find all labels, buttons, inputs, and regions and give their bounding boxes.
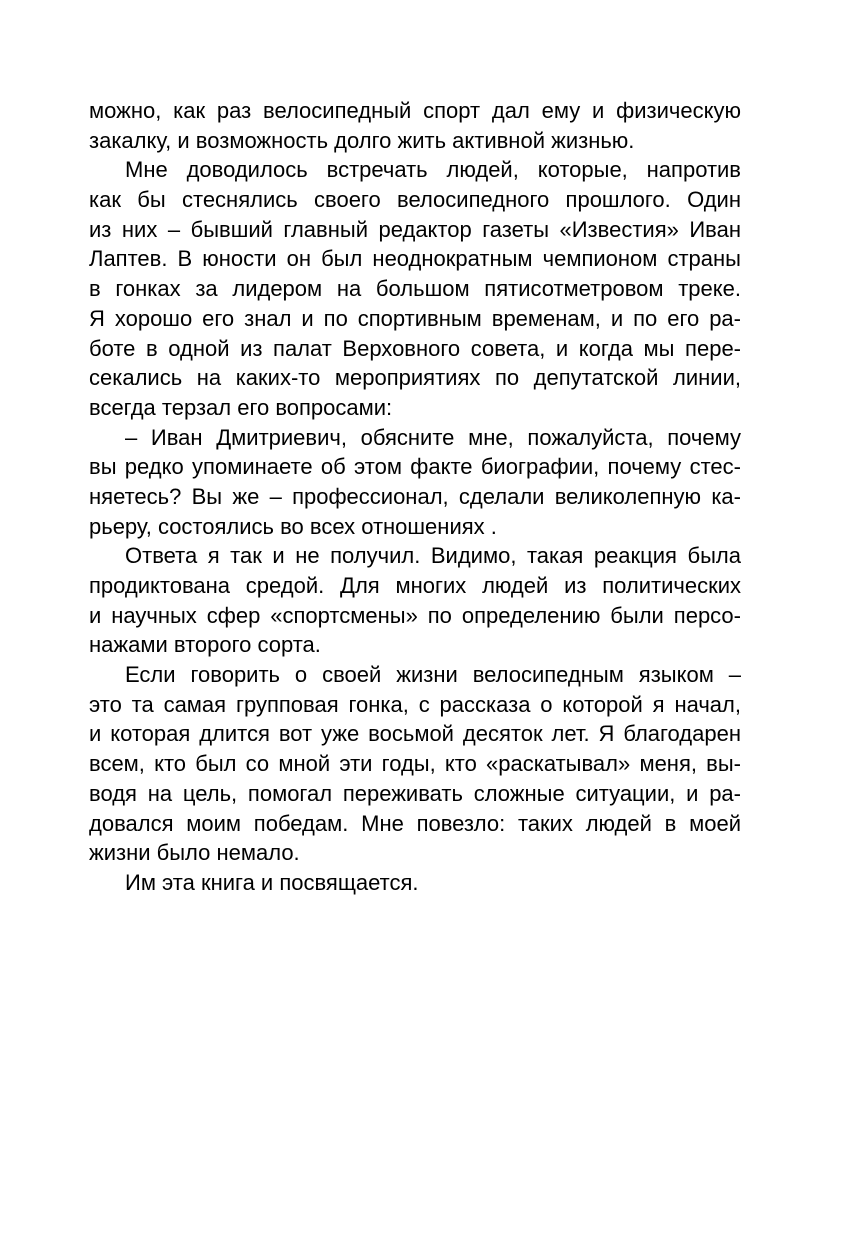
text-line: рьеру, состоялись во всех отношениях . (89, 513, 497, 539)
text-line: няетесь? Вы же – профессионал, сделали великолепную ка- (89, 483, 741, 509)
text-line: довался моим победам. Мне повезло: таких людей в моей (89, 810, 741, 836)
paragraph (89, 868, 741, 898)
text-line: и научных сфер «спортсмены» по определению были персо- (89, 602, 741, 628)
text-line: Если говорить о своей жизни велосипедным языком – (125, 662, 741, 688)
text-line: это та самая групповая гонка, с рассказа о которой я начал, (89, 691, 741, 717)
book-page-text (89, 96, 741, 898)
text-line: всегда терзал его вопросами: (89, 394, 393, 420)
paragraph (89, 541, 741, 660)
paragraph (89, 96, 741, 155)
text-line: Ответа я так и не получил. Видимо, такая реакция была (125, 543, 741, 569)
text-line: Лаптев. В юности он был неоднократным чемпионом страны (89, 246, 741, 272)
text-line: закалку, и возможность долго жить активной жизнью. (89, 127, 635, 153)
text-line: можно, как раз велосипедный спорт дал ему и физическую (89, 98, 741, 123)
paragraph (89, 423, 741, 542)
text-line: – Иван Дмитриевич, обясните мне, пожалуйста, почему (125, 424, 741, 450)
text-line: как бы стеснялись своего велосипедного прошлого. Один (89, 187, 741, 213)
text-line: боте в одной из палат Верховного совета, и когда мы пере- (89, 335, 741, 361)
text-line: нажами второго сорта. (89, 632, 321, 658)
text-line: всем, кто был со мной эти годы, кто «раскатывал» меня, вы- (89, 751, 741, 777)
paragraph (89, 660, 741, 868)
text-line: из них – бывший главный редактор газеты «Известия» Иван (89, 216, 741, 242)
text-line: жизни было немало. (89, 840, 300, 866)
text-line: Я хорошо его знал и по спортивным временам, и по его ра- (89, 305, 741, 331)
text-line: Мне доводилось встречать людей, которые, напротив (125, 157, 741, 183)
text-line: вы редко упоминаете об этом факте биографии, почему стес- (89, 454, 741, 480)
text-line: водя на цель, помогал переживать сложные ситуации, и ра- (89, 780, 741, 806)
paragraph (89, 155, 741, 422)
text-line: Им эта книга и посвящается. (125, 869, 419, 895)
text-line: и которая длится вот уже восьмой десяток лет. Я благодарен (89, 721, 741, 747)
text-line: в гонках за лидером на большом пятисотметровом треке. (89, 276, 741, 302)
text-line: продиктована средой. Для многих людей из политических (89, 573, 741, 598)
text-line: секались на каких-то мероприятиях по депутатской линии, (89, 365, 741, 391)
